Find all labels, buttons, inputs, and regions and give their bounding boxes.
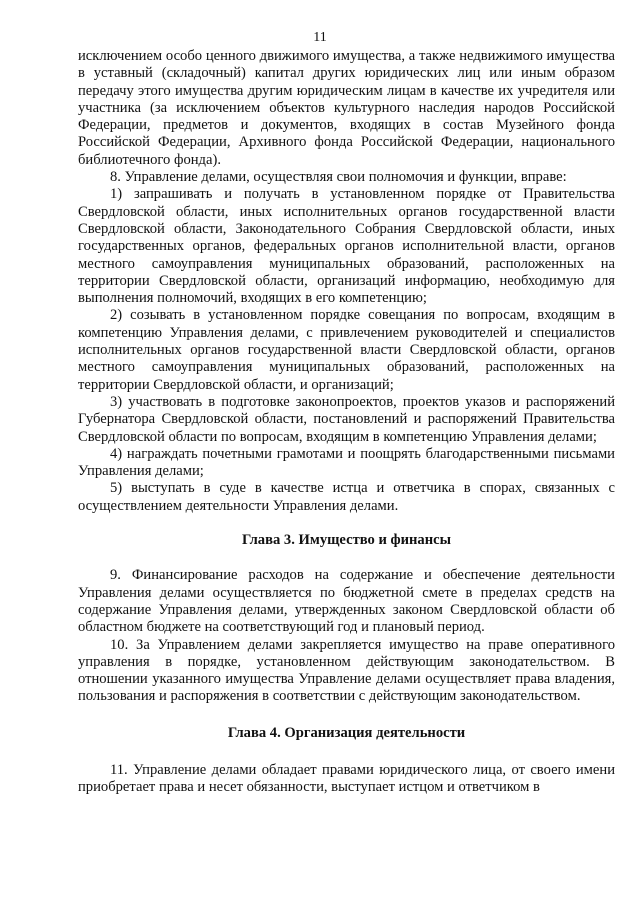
paragraph-intro-continuation: исключением особо ценного движимого имущества, а также недвижимого имущества в уставный (складочный) капитал других юридических лиц или иным образом передачу этого имущества другим юридическим лицам в качестве их учредителя или участника (за исключением объектов культурного наследия народов Российской Федерации, предметов и документов, входящих в состав Музейного фонда Российской Федерации, Архивного фонда Российской Федерации, национального библиотечного фонда). xyxy=(78,48,615,168)
paragraph-9: 9. Финансирование расходов на содержание и обеспечение деятельности Управления делами осуществляется по бюджетной смете в пределах средств на содержание Управления делами, утвержденных законом Свердловской области об областном бюджете на соответствующий год и плановый период. xyxy=(78,567,615,636)
paragraph-10: 10. За Управлением делами закрепляется имущество на праве оперативного управления в порядке, установленном действующим законодательством. В отношении указанного имущества Управление делами осуществляет права владения, пользования и распоряжения в соответствии с действующим законодательством. xyxy=(78,636,615,705)
page-number: 11 xyxy=(313,30,327,45)
paragraph-8-item-4: 4) награждать почетными грамотами и поощрять благодарственными письмами Управления делами; xyxy=(78,445,615,480)
paragraph-8-item-5: 5) выступать в суде в качестве истца и ответчика в спорах, связанных с осуществлением деятельности Управления делами. xyxy=(78,480,615,514)
paragraph-8-item-2: 2) созывать в установленном порядке совещания по вопросам, входящим в компетенцию Управления делами, с привлечением руководителей и специалистов исполнительных органов государственной власти Свердловской области, органов местного самоуправления муниципальных образований, расположенных на территории Свердловской области, и организаций; xyxy=(78,307,615,393)
paragraph-8-item-3: 3) участвовать в подготовке законопроектов, проектов указов и распоряжений Губернатора Свердловской области, постановлений и распоряжений Правительства Свердловской области по вопросам, входящим в компетенцию Управления делами; xyxy=(78,393,615,445)
paragraph-11: 11. Управление делами обладает правами юридического лица, от своего имени приобретает права и несет обязанности, выступает истцом и ответчиком в xyxy=(78,761,615,796)
chapter-3-heading: Глава 3. Имущество и финансы xyxy=(241,532,452,549)
paragraph-8-item-1: 1) запрашивать и получать в установленном порядке от Правительства Свердловской области, иных исполнительных органов государственной власти Свердловской области, Законодательного Собрания Свердловской области, иных государственных органов, федеральных органов исполнительной власти, органов местного самоуправления муниципальных образований, расположенных на территории Свердловской области, организаций информацию, необходимую для выполнения полномочий, входящих в его компетенцию; xyxy=(78,186,615,307)
paragraph-8: 8. Управление делами, осуществляя свои полномочия и функции, вправе: xyxy=(110,169,567,186)
document-body xyxy=(78,48,615,797)
chapter-4-heading: Глава 4. Организация деятельности xyxy=(227,724,466,741)
